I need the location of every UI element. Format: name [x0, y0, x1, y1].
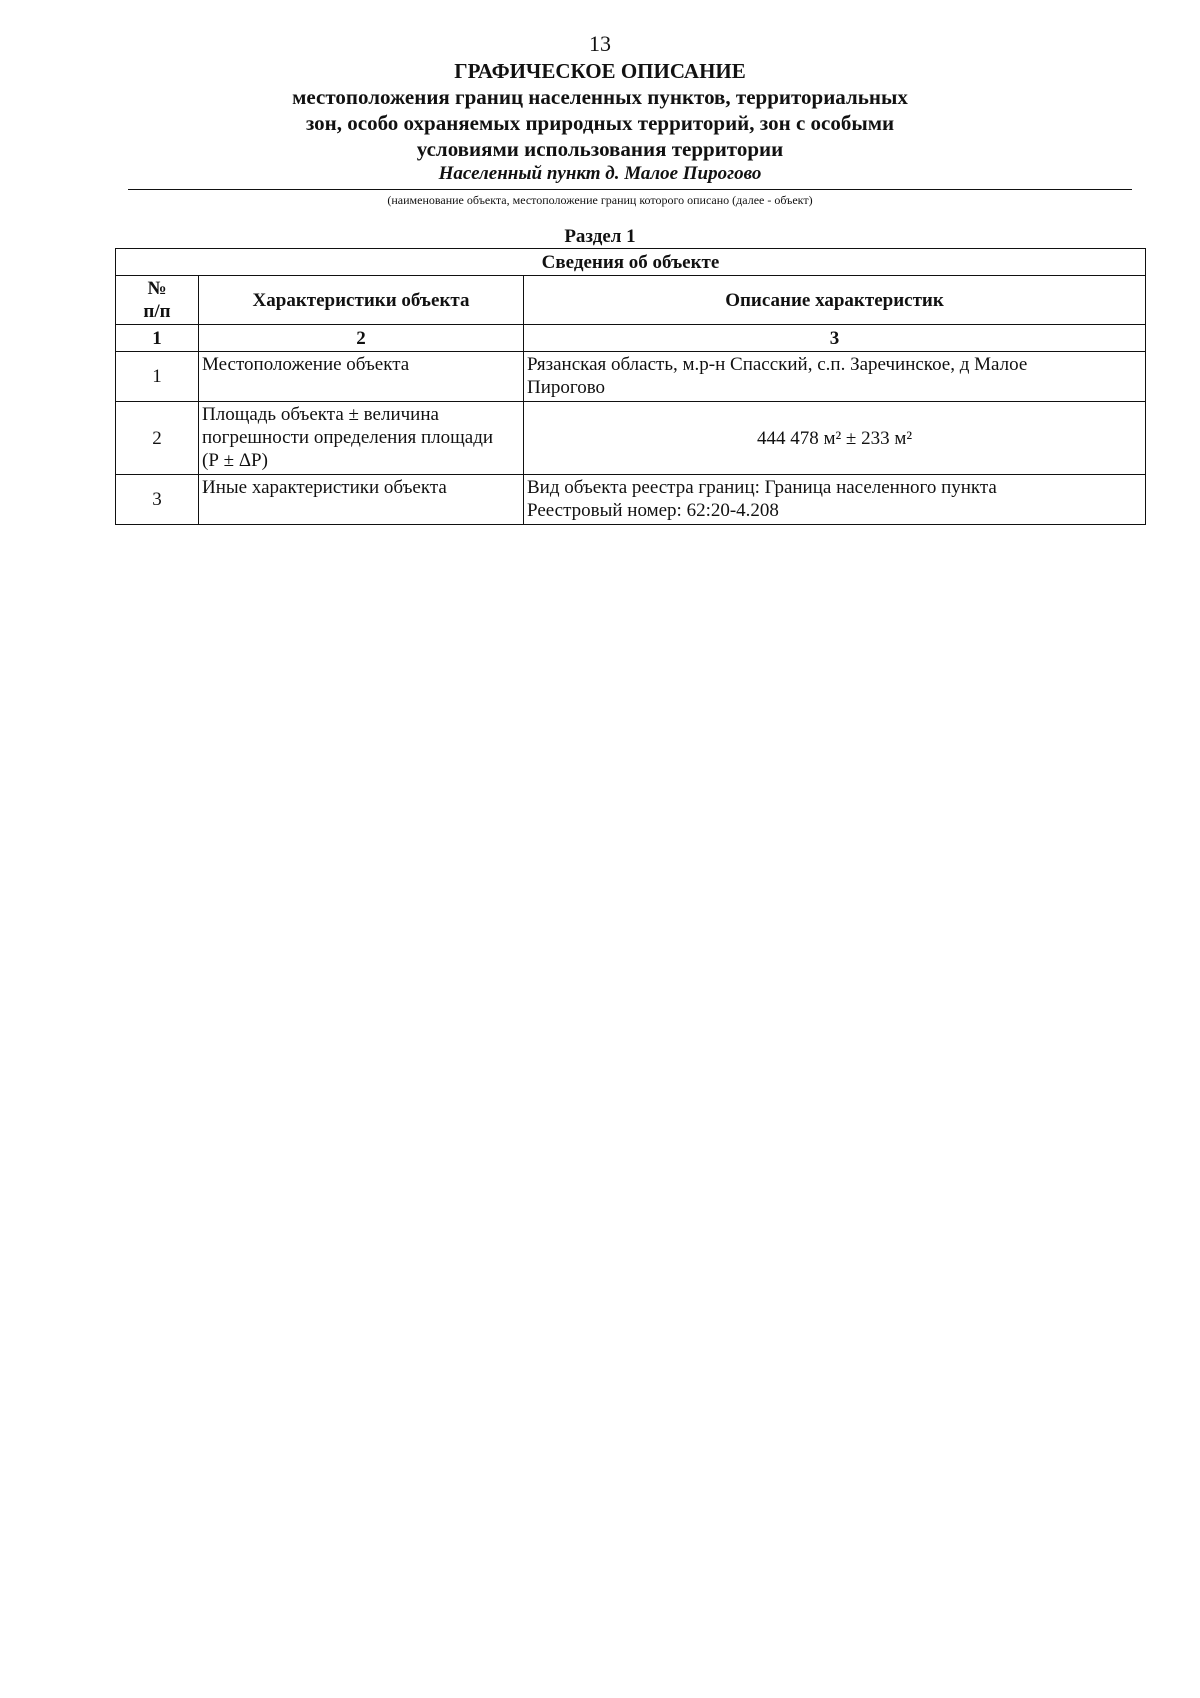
section-title: Раздел 1	[564, 226, 636, 247]
header-characteristics: Характеристики объекта	[199, 276, 524, 325]
table-row	[116, 475, 1146, 525]
header-num-line1: №	[147, 278, 167, 299]
title-line: местоположения границ населенных пунктов, территориальных	[292, 85, 908, 109]
characteristic-line: Площадь объекта ± величина	[202, 404, 439, 425]
row-num: 3	[116, 475, 199, 525]
column-number: 3	[524, 325, 1146, 352]
document-title	[200, 58, 1000, 162]
description-line: Реестровый номер: 62:20-4.208	[527, 500, 779, 521]
column-number-row	[116, 325, 1146, 352]
object-info-table	[115, 248, 1146, 525]
page-number: 13	[589, 31, 611, 56]
title-line: ГРАФИЧЕСКОЕ ОПИСАНИЕ	[454, 59, 746, 83]
table-row	[116, 402, 1146, 475]
table-header-row	[116, 276, 1146, 325]
title-line: условиями использования территории	[416, 137, 784, 161]
row-characteristic	[199, 402, 524, 475]
object-name: Населенный пункт д. Малое Пирогово	[438, 163, 762, 184]
row-description	[524, 352, 1146, 402]
column-number: 2	[199, 325, 524, 352]
row-characteristic: Иные характеристики объекта	[199, 475, 524, 525]
description-line: Рязанская область, м.р-н Спасский, с.п. Заречинское, д Малое	[527, 354, 1028, 375]
object-name-underline	[128, 189, 1132, 190]
header-num-line2: п/п	[143, 301, 171, 322]
table-caption-row	[116, 249, 1146, 276]
column-number: 1	[116, 325, 199, 352]
table-caption: Сведения об объекте	[116, 249, 1146, 276]
row-description	[524, 475, 1146, 525]
characteristic-line: (Р ± ΔР)	[202, 450, 268, 471]
row-num: 2	[116, 402, 199, 475]
row-num: 1	[116, 352, 199, 402]
object-name-caption: (наименование объекта, местоположение границ которого описано (далее - объект)	[387, 193, 813, 207]
row-characteristic: Местоположение объекта	[199, 352, 524, 402]
table-row	[116, 352, 1146, 402]
description-line: Пирогово	[527, 377, 606, 398]
row-description: 444 478 м² ± 233 м²	[524, 402, 1146, 475]
header-num	[116, 276, 199, 325]
title-line: зон, особо охраняемых природных территорий, зон с особыми	[305, 111, 895, 135]
characteristic-line: погрешности определения площади	[202, 427, 494, 448]
header-description: Описание характеристик	[524, 276, 1146, 325]
description-line: Вид объекта реестра границ: Граница населенного пункта	[527, 477, 997, 498]
